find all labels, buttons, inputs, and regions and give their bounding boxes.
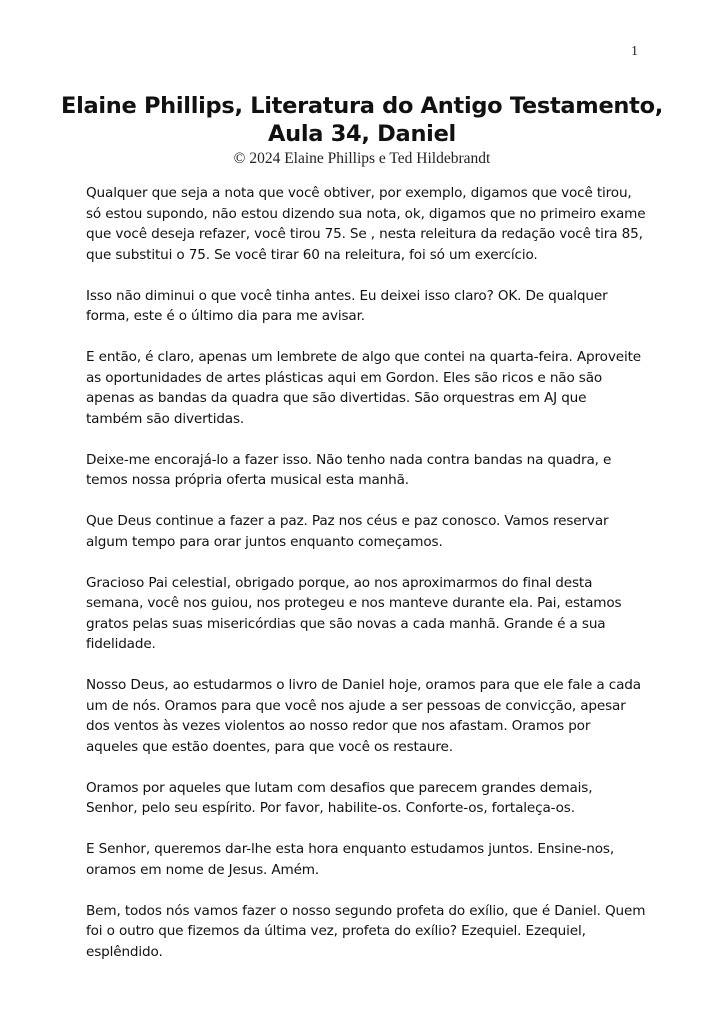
paragraph: Deixe-me encorajá-lo a fazer isso. Não tenho nada contra bandas na quadra, e temos nossa própria oferta musical esta manhã. bbox=[86, 451, 612, 488]
paragraph: Isso não diminui o que você tinha antes. Eu deixei isso claro? OK. De qualquer forma, este é o último dia para me avisar. bbox=[86, 287, 608, 324]
paragraph: E então, é claro, apenas um lembrete de algo que contei na quarta-feira. Aproveite as oportunidades de artes plásticas aqui em Gordon. Eles são ricos e não são apenas as bandas da quadra que são divertidas. São orquestras em AJ que também são divertidas. bbox=[86, 349, 641, 427]
title-line-2: Aula 34, Daniel bbox=[268, 121, 456, 147]
paragraph: Oramos por aqueles que lutam com desafios que parecem grandes demais, Senhor, pelo seu espírito. Por favor, habilite-os. Conforte-os, fortaleça-os. bbox=[86, 779, 593, 816]
paragraph: E Senhor, queremos dar-lhe esta hora enquanto estudamos juntos. Ensine-nos, oramos em nome de Jesus. Amém. bbox=[86, 841, 615, 878]
copyright-notice: © 2024 Elaine Phillips e Ted Hildebrandt bbox=[233, 150, 491, 167]
paragraph: Gracioso Pai celestial, obrigado porque, ao nos aproximarmos do final desta semana, você nos guiou, nos protegeu e nos manteve durante ela. Pai, estamos gratos pelas suas misericórdias que são novas a cada manhã. Grande é a sua fidelidade. bbox=[86, 574, 622, 652]
title-line-1: Elaine Phillips, Literatura do Antigo Testamento, bbox=[61, 93, 663, 119]
document-title bbox=[60, 92, 664, 148]
page-number: 1 bbox=[631, 44, 638, 59]
paragraph: Qualquer que seja a nota que você obtiver, por exemplo, digamos que você tirou, só estou supondo, não estou dizendo sua nota, ok, digamos que no primeiro exame que você deseja refazer, você tirou 75. Se , nesta releitura da redação você tira 85, que substitui o 75. Se você tirar 60 na releitura, foi só um exercício. bbox=[86, 185, 646, 263]
paragraph: Bem, todos nós vamos fazer o nosso segundo profeta do exílio, que é Daniel. Quem foi o outro que fizemos da última vez, profeta do exílio? Ezequiel. Ezequiel, esplêndido. bbox=[86, 902, 646, 960]
paragraph: Que Deus continue a fazer a paz. Paz nos céus e paz conosco. Vamos reservar algum tempo para orar juntos enquanto começamos. bbox=[86, 513, 609, 550]
paragraph: Nosso Deus, ao estudarmos o livro de Daniel hoje, oramos para que ele fale a cada um de nós. Oramos para que você nos ajude a ser pessoas de convicção, apesar dos ventos às vezes violentos ao nosso redor que nos afastam. Oramos por aqueles que estão doentes, para que você os restaure. bbox=[86, 677, 641, 755]
document-body bbox=[86, 183, 646, 983]
